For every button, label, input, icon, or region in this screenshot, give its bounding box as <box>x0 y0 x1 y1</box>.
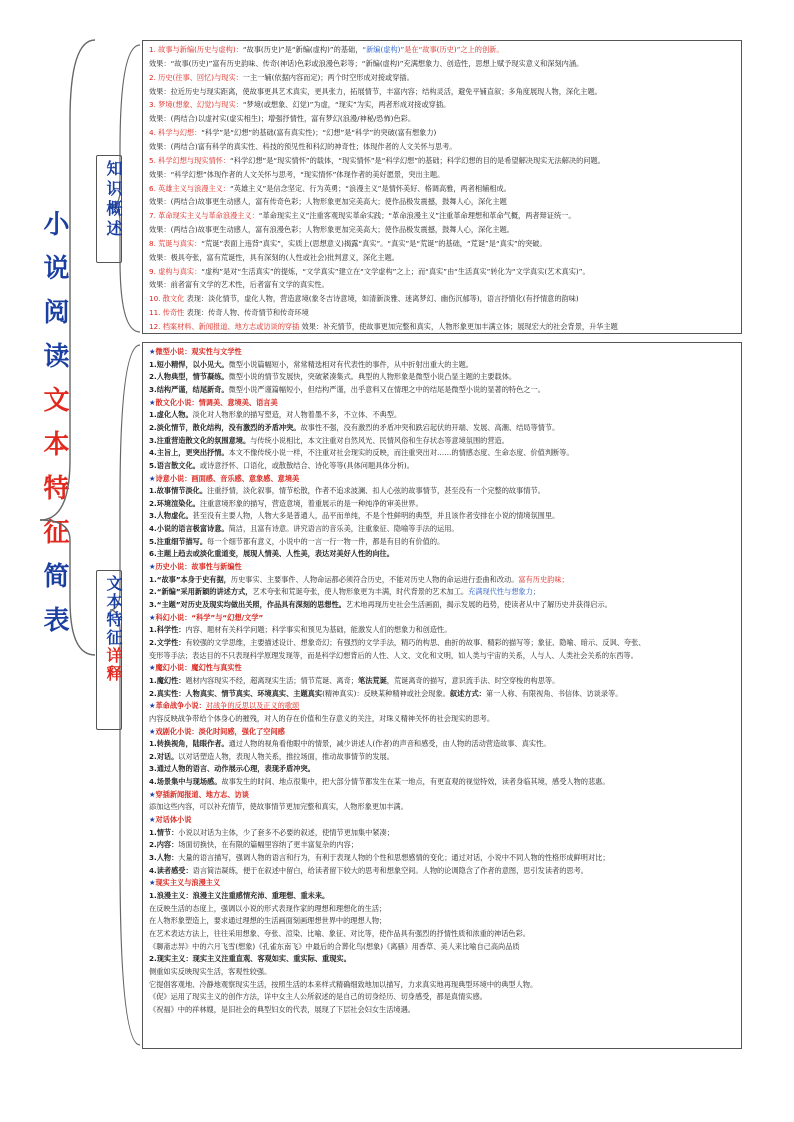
text-segment: 充满现代性与想象力； <box>468 587 540 597</box>
text-segment: 4. 科学与幻想： <box>149 128 202 138</box>
text-segment: 6.主题上趋去或淡化重道变，展现人情美、人性美，表达对美好人性的向往。 <box>149 549 394 559</box>
detail-line <box>149 738 550 749</box>
text-segment: 在人物形象塑造上，要求通过理想的生活画面刻画理想世界中的理想人物； <box>149 916 387 926</box>
text-segment: 第一人称、有限视角、书信体、访谈录等。 <box>485 688 623 698</box>
detail-line <box>149 574 569 585</box>
detail-line <box>149 384 545 395</box>
overview-line <box>149 224 514 235</box>
text-segment: 1.转换视角，陆眼作者。 <box>149 739 229 749</box>
detail-line <box>149 979 537 990</box>
detail-line <box>149 473 299 484</box>
text-segment: 注重抒情，淡化叙事，情节松散，作者不追求波澜、扣人心弦的故事情节，甚至没有一个完整的故事情节。 <box>207 486 545 496</box>
text-segment: 5.注重细节描写。 <box>149 536 208 546</box>
detail-line <box>149 523 459 534</box>
text-segment: 革命战争小说： <box>155 701 206 711</box>
detail-line <box>149 624 451 635</box>
overview-line <box>149 113 415 124</box>
detail-line <box>149 827 394 838</box>
detail-line <box>149 650 638 661</box>
text-segment: 小说以对话为主体，少了套多不必要的叙述，使情节更加集中紧凑； <box>178 827 394 837</box>
text-segment: 笔法荒诞 <box>358 675 387 685</box>
text-segment: “科学”是“幻想”的基础(富有真实性)；“幻想”是“科学”的突破(富有想象力) <box>201 128 437 138</box>
detail-line <box>149 460 414 471</box>
text-segment: ★ <box>149 878 156 888</box>
overview-line <box>149 169 444 180</box>
detail-line <box>149 1004 415 1015</box>
text-segment: 《促》运用了现实主义的创作方法，详中女主人公所叙述的是自己的切身经历、切身感受，都是真情实感。 <box>149 992 487 1002</box>
text-segment: 1.魔幻性： <box>149 675 186 685</box>
text-segment: 2.真实性： <box>149 688 186 698</box>
text-segment: ★ <box>149 473 156 483</box>
text-segment: 穿插新闻报道、地方志、访谈 <box>155 789 249 799</box>
detail-line <box>149 359 473 370</box>
text-segment: 有较强的文学思维，主要描述设计、想象奇幻；有强烈的文学手法，精巧的构思、曲折的故事、精彩的描写等；象征、隐喻、暗示、反讽、夸张、 <box>185 637 646 647</box>
overview-line <box>149 252 399 263</box>
detail-line <box>149 435 509 446</box>
text-segment: 内容反映战争带给个体身心的摧残，对人的存在价值和生存意义的关注，对珠义精神关怀的社会现实的思考。 <box>149 713 495 723</box>
text-segment: 添加这些内容，可以补充情节，使故事情节更加完整和真实，人物形象更加丰满。 <box>149 802 408 812</box>
detail-line <box>149 485 545 496</box>
detail-line <box>149 688 622 699</box>
detail-line <box>149 371 516 382</box>
overview-line <box>149 210 576 221</box>
overview-line <box>149 141 457 152</box>
detail-line <box>149 612 263 623</box>
detail-line <box>149 447 574 458</box>
text-segment: 3.结构严谨，结尾新奇。 <box>149 384 229 394</box>
text-segment: 历史事实、主要事件、人物命运都必须符合历史，不能对历史人物的命运进行歪曲和改动。 <box>230 574 519 584</box>
text-segment: 微型小说篇幅短小，常常精选相对有代表性的事件，从中折射出重大的主题。 <box>228 359 473 369</box>
detail-line <box>149 776 610 787</box>
text-segment: 它提倡客观地、冷静地观察现实生活，按照生活的本来样式精确细致地加以描写，力求真实地再现典型环境中的典型人物。 <box>149 979 538 989</box>
text-segment: 1. 故事与新编(历史与虚构)： <box>149 45 243 54</box>
detail-line <box>149 713 494 724</box>
text-segment: 诗意小说：画面感、音乐感、意象感、意境美 <box>155 473 300 483</box>
text-segment: 戏剧化小说：淡化时间感，强化了空间感 <box>155 726 285 736</box>
detail-line <box>149 409 401 420</box>
text-segment: 注重意境形象的描写，营造意境，着重展示的是一种纯净的审美世界。 <box>199 498 423 508</box>
detail-line <box>149 941 520 952</box>
text-segment: 通过人物的视角看他眼中的情景，减少讲述人(作者)的声音和感受，由人物的活动营造故事、真实性。 <box>228 739 551 749</box>
text-segment: ★ <box>149 612 156 622</box>
text-segment: 是在“故事(历史)”之上的创新。 <box>404 45 504 54</box>
text-segment: 3.“主题”对历史及现实均做出关照，作品具有深刻的思想性。 <box>149 600 346 609</box>
text-segment: 3. 梦境(想象、幻觉)与现实： <box>149 100 243 110</box>
overview-line <box>149 293 579 304</box>
main-title-part2: 文本特征 <box>39 386 69 562</box>
text-segment: 对战争的反思以及正义的歌颂 <box>205 701 300 711</box>
text-segment: 4.小说的语言极富诗意。 <box>149 524 229 534</box>
text-segment: 1.短小精悍，以小见大。 <box>149 359 229 369</box>
text-segment: 故事发生的时间、地点很集中，把大部分情节都发生在某一地点，有更直观的视觉特效，读者身临其境，感受人物的悲惠。 <box>221 777 610 787</box>
text-segment: 1.浪漫主义：浪漫主义注重感情充沛、重理想、重未来。 <box>149 890 330 900</box>
text-segment: ★ <box>149 562 156 572</box>
text-segment: 微型小说严谨篇幅短小，但结构严谨，出乎意料又在情理之中的结尾是微型小说的显著的特色之一。 <box>228 384 545 394</box>
text-segment: ★ <box>149 347 156 356</box>
text-segment: 1.情节： <box>149 827 179 837</box>
detail-line <box>149 586 540 597</box>
overview-line <box>149 238 547 249</box>
text-segment: 一主一辅(依据内容而定)；两个时空形成对接或穿插。 <box>242 72 414 82</box>
text-segment: 每一个细节都有意义，小说中的一言一行一物一件，都是有目的有价值的。 <box>207 536 445 546</box>
text-segment: 富有历史韵味； <box>518 574 569 584</box>
text-segment: 历史小说：故事性与新编性 <box>155 562 242 572</box>
text-segment: 对话体小说 <box>155 815 192 825</box>
text-segment: 现实主义与浪漫主义 <box>155 878 221 888</box>
text-segment: 效果：“科学幻想”体现作者的人文关怀与思考，“现实情怀”体现作者的美好愿景，突出主题。 <box>149 169 445 179</box>
detail-line <box>149 510 559 521</box>
text-segment: “英雄主义”是信念坚定、行为英勇；“浪漫主义”是情怀美好、格调高雅，两者相辅相成。 <box>230 183 511 193</box>
text-segment: 语言简洁凝练，便于在叙述中留白，给读者留下较大的思考和想象空间。人物的论调隐含了作者的意图，思引发读者的思考。 <box>192 865 588 875</box>
text-segment: 散文化小说：情调美、意境美、语言美 <box>155 397 278 407</box>
text-segment: 效果：极具夸张，富有荒诞性，具有深刻的(人性或社会)批判意义，深化主题。 <box>149 252 399 262</box>
detail-line <box>149 675 559 686</box>
detail-line <box>149 953 351 964</box>
detail-line <box>149 763 315 774</box>
text-segment: 侧重如实反映现实生活，客观性较强。 <box>149 966 272 976</box>
detail-line <box>149 852 610 863</box>
text-segment: 4.主旨上，更突出抒情。 <box>149 448 229 458</box>
text-segment: 简洁，且富有诗意。讲究语言的音乐美，注重象征、隐喻等手法的运用。 <box>228 524 459 534</box>
overview-line <box>149 99 450 110</box>
overview-line <box>149 86 602 97</box>
text-segment: 1.科学性： <box>149 625 186 635</box>
text-segment: “新编(虚构)” <box>362 45 405 54</box>
text-segment: 3.通过人物的语言、动作展示心理，表现矛盾冲突。 <box>149 764 315 774</box>
text-segment: “科学幻想”是“现实情怀”的载体，“现实情怀”是“科学幻想”的基础；科学幻想的目的是希望解决现实无法解决的问题。 <box>230 155 605 165</box>
detail-line <box>149 561 242 572</box>
text-segment: 题材内容现实不经，超离现实生活；情节荒诞、离奇； <box>185 675 358 685</box>
detail-line <box>149 536 444 547</box>
detail-line <box>149 966 271 977</box>
overview-line <box>149 279 329 290</box>
text-segment: 《聊斋志异》中的六月飞雪(想象)《孔雀东南飞》中最后的合葬化鸟(想象)《离骚》用香草、美人来比喻自己高尚品质 <box>149 941 520 951</box>
section1-title: 知识概述 <box>104 160 123 240</box>
text-segment: ★ <box>149 815 156 825</box>
text-segment: 故事性不强，没有激烈的矛盾冲突和跌宕起伏的开端、发展、高潮、结局等情节。 <box>300 422 560 432</box>
text-segment: “革命现实主义”注重客观现实革命实践；“革命浪漫主义”注重革命理想和革命气概，两者辩证统一。 <box>258 211 576 221</box>
overview-line <box>149 127 436 138</box>
detail-line <box>149 637 646 648</box>
detail-line <box>149 839 358 850</box>
text-segment: “虚构”是对“生活真实”的提炼，“文学真实”建立在“文学虚构”之上；而“真实”由“生活真实”转化为“文学真实(艺术真实)”。 <box>201 266 590 276</box>
detail-line <box>149 599 612 610</box>
text-segment: 本文不像传统小说一样，不注重对社会现实的反映，而注重突出对……的情感态度、生命态度、价值判断等。 <box>228 448 574 458</box>
detail-line <box>149 726 285 737</box>
detail-line <box>149 397 278 408</box>
detail-line <box>149 865 588 876</box>
text-segment: 微型小说：观实性与文学性 <box>155 347 242 356</box>
details-box <box>142 342 742 1049</box>
overview-line <box>149 155 605 166</box>
text-segment: 《祝福》中的祥林嫂，是旧社会的典型妇女的代表，展现了下层社会妇女生活境遇。 <box>149 1004 415 1014</box>
text-segment: 5. 科学幻想与现实情怀： <box>149 155 231 165</box>
text-segment: 3.注重营造散文化的氛围意境。 <box>149 435 251 445</box>
section2-title-part2: 详释 <box>104 647 123 683</box>
detail-line <box>149 915 386 926</box>
text-segment: 内容、题材有关科学问题；科学事实和预见为基础，能激发人们的想象力和创造性。 <box>185 625 452 635</box>
overview-line <box>149 266 590 277</box>
text-segment: ，荒诞离奇的描写，意识流手法、时空穿梭的构思等。 <box>386 675 560 685</box>
text-segment: 人物真实、情节真实、环境真实、主题真实 <box>185 688 323 698</box>
text-segment: 1.“故事”本身于史有据， <box>149 574 231 584</box>
text-segment: 或诗意抒怀、口语化，或散散结合、诗化等等(具体问题具体分析)。 <box>199 460 414 470</box>
text-segment: 淡化对人物形象的描写塑造，对人物着墨不多，不立体、不典型。 <box>192 410 402 420</box>
detail-line <box>149 548 394 559</box>
text-segment: 变形等手法； <box>149 650 193 660</box>
text-segment: 艺术地再现历史社会生活画面，揭示发展的趋势，使读者从中了解历史并获得启示。 <box>345 600 612 609</box>
overview-line <box>149 183 511 194</box>
overview-box <box>142 40 742 334</box>
text-segment: 与传统小说相比，本文注重对自然风光、民情风俗和生存状态等意境氛围的营造。 <box>250 435 509 445</box>
text-segment: 7. 革命现实主义与革命浪漫主义： <box>149 211 259 221</box>
text-segment: 叙述方式： <box>449 688 486 698</box>
text-segment: 表现：传奇人物、传奇情节和传奇环境 <box>184 308 309 318</box>
text-segment: 效果：(两结合)富有科学的真实性、科技的预见性和科幻的神奇性；体现作者的人文关怀与思考。 <box>149 141 457 151</box>
detail-line <box>149 751 394 762</box>
text-segment: 1.虚化人物。 <box>149 410 193 420</box>
text-segment: ★ <box>149 397 156 407</box>
text-segment: 2.内容： <box>149 840 179 850</box>
text-segment: 9. 虚构与真实： <box>149 266 202 276</box>
text-segment: 10. 散文化 <box>149 294 185 304</box>
text-segment: ★ <box>149 701 156 711</box>
detail-line <box>149 991 487 1002</box>
detail-line <box>149 700 299 711</box>
overview-line <box>149 321 618 332</box>
text-segment: 在艺术表达方法上，往往采用想象、夸张、渲染、比喻、象征、对比等，使作品具有强烈的抒情性质和浓重的神话色彩。 <box>149 928 530 938</box>
text-segment: 表达目的不只表现科学原理发现等，而是科学幻想背后的人性、人文、文化和文明，如人类与宇宙的关系，人与人、人类社会关系的东西等。 <box>192 650 638 660</box>
text-segment: 科幻小说：“科学”与“幻想/文学” <box>155 612 264 622</box>
detail-line <box>149 877 220 888</box>
text-segment: 效果：(两结合)故事更生动感人，富有浪漫色彩；人物形象更加完美高大；使作品极发震撼，鼓舞人心，深化主题。 <box>149 225 514 235</box>
text-segment: 效果：前者富有文学的艺术性，后者富有文学的真实性。 <box>149 280 329 290</box>
text-segment: 2.文学性： <box>149 637 186 647</box>
text-segment: “荒诞”表面上违背“真实”，实质上(思想意义)揭露“真实”。“真实”是“荒诞”的基础，“荒诞”是“真实”的突破。 <box>201 238 547 248</box>
text-segment: 11. 传奇性 <box>149 308 185 318</box>
overview-line <box>149 58 583 69</box>
detail-line <box>149 789 249 800</box>
overview-line <box>149 196 507 207</box>
text-segment: 效果：(两结合)故事更生动感人，富有传奇色彩；人物形象更加完美高大；使作品极发震撼，鼓舞人心，深化主题 <box>149 197 507 207</box>
text-segment: 效果：拉近历史与现实距离，使故事更具艺术真实，更具张力，拓展情节，丰富内容；结构灵活，避免平铺直叙；多角度展现人物，深化主题。 <box>149 86 602 96</box>
text-segment: 艺术夸张和荒诞夸张，使人物形象更为丰满，时代背景的艺术加工。 <box>252 587 469 597</box>
text-segment: 大量的语言描写，强调人物的语言和行为，有利于表现人物的个性和思想感情的变化；通过对话，小说中不同人物的性格形成鲜明对比； <box>178 853 610 862</box>
text-segment: 魔幻小说：魔幻性与真实性 <box>155 663 242 673</box>
text-segment: 在反映生活的态度上，强调以小说的形式表现作家的理想和理想化的生活； <box>149 903 387 913</box>
text-segment: “故事(历史)”是“新编(虚构)”的基础， <box>242 45 363 54</box>
text-segment: 2.人物典型，情节凝练。 <box>149 372 229 382</box>
detail-line <box>149 422 559 433</box>
overview-line <box>149 44 504 55</box>
text-segment: 4.读者感受： <box>149 865 193 875</box>
text-segment: (精神真实)：反映某种精神或社会现象。 <box>322 688 450 698</box>
text-segment: ★ <box>149 663 156 673</box>
overview-line <box>149 72 414 83</box>
detail-line <box>149 498 423 509</box>
text-segment: 1.故事情节淡化。 <box>149 486 208 496</box>
text-segment: 2.“新编”采用新颖的讲述方式， <box>149 587 253 597</box>
text-segment: 2. 历史(往事、回忆)与现实： <box>149 72 243 82</box>
text-segment: 2.环境渲染化。 <box>149 498 200 508</box>
detail-line <box>149 903 386 914</box>
text-segment: 表现：淡化情节，虚化人物，营造意境(象冬吉诗意境，如清新淡雅、迷离梦幻、幽伤沉郁等)，语言抒情化(有抒情意的韵味) <box>184 294 579 304</box>
text-segment: 6. 英雄主义与浪漫主义： <box>149 183 231 193</box>
text-segment: 效果：补充情节，使故事更加完整和真实，人物形象更加丰满立体；展现宏大的社会背景，升华主题 <box>299 322 618 331</box>
detail-line <box>149 814 191 825</box>
section2-title-part1: 文本特征 <box>104 575 123 647</box>
detail-line <box>149 890 329 901</box>
detail-line <box>149 928 530 939</box>
text-segment: 效果：(两结合)以虚衬实(虚实相生)；增强抒情性，富有梦幻(浪漫/神秘/恐怖)色彩。 <box>149 114 416 124</box>
detail-line <box>149 346 242 357</box>
text-segment: 3.人物虚化。 <box>149 511 193 521</box>
text-segment: 2.淡化情节，散化结构，没有激烈的矛盾冲突。 <box>149 422 301 432</box>
detail-line <box>149 662 242 673</box>
text-segment: “梦境(或想象、幻觉)”为虚，“现实”为实，两者形成对接或穿插。 <box>242 100 451 110</box>
text-segment: 12. 档案材料、新闻报道、地方志或访谈的穿插 <box>149 322 300 331</box>
detail-line <box>149 801 408 812</box>
text-segment: 3.人物： <box>149 853 179 862</box>
main-title-part3: 简表 <box>39 562 69 650</box>
text-segment: ★ <box>149 726 156 736</box>
text-segment: 4.场景集中与现场感。 <box>149 777 222 787</box>
text-segment: 效果：“故事(历史)”富有历史韵味、传奇(神话)色彩或浪漫色彩等；“新编(虚构)”充满想象力、创造性，思想上赋予现实意义和深刻内涵。 <box>149 58 584 68</box>
main-title-part1: 小说阅读 <box>39 210 69 386</box>
text-segment: 8. 荒诞与真实： <box>149 238 202 248</box>
text-segment: 以对话塑造人物，表现人物关系，推拉场面，推动故事情节的发展。 <box>178 751 394 761</box>
section2-title <box>102 575 125 683</box>
text-segment: 甚至没有主要人物，人物大多是普通人，品平而单纯，不是个性鲜明的典型，并且该作者安排在小说的情境氛围里。 <box>192 511 560 521</box>
overview-line <box>149 307 309 318</box>
text-segment: 2.现实主义：现实主义注重直观、客观如实、重实际、重现实。 <box>149 954 351 964</box>
text-segment: 微型小说的情节发展快，突破紧凑集式。典型的人物形象是微型小说凸显主题的主要载体。 <box>228 372 517 382</box>
text-segment: 5.语言散文化。 <box>149 460 200 470</box>
text-segment: ★ <box>149 789 156 799</box>
text-segment: 场面切换快，在有限的篇幅里容纳了更丰富复杂的内容； <box>178 840 358 850</box>
text-segment: 2.对话。 <box>149 751 179 761</box>
